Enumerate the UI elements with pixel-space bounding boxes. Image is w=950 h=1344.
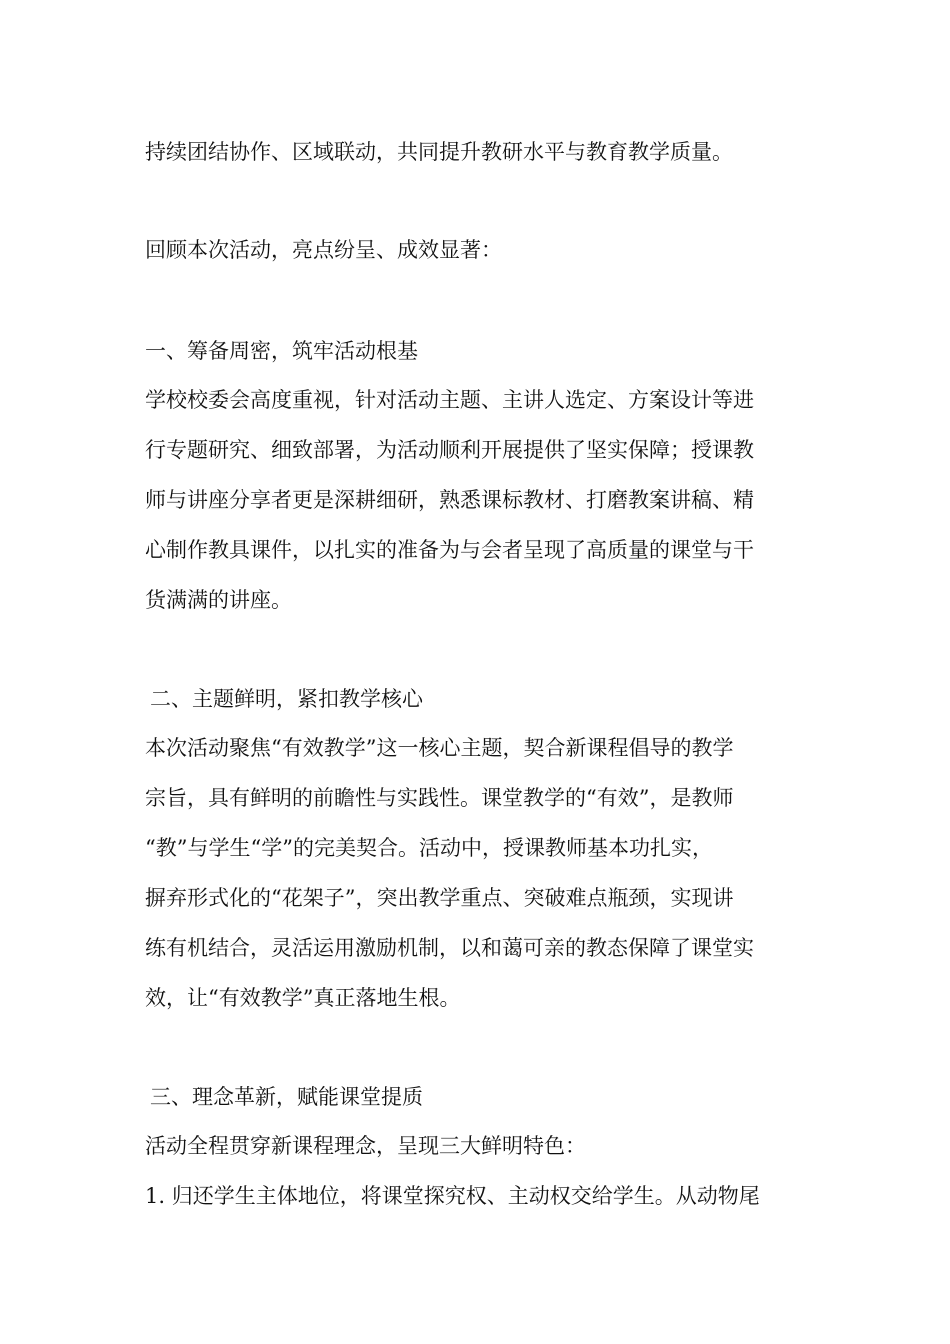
paragraph-line: 摒弃形式化的“花架子”，突出教学重点、突破难点瓶颈，实现讲 <box>145 886 734 910</box>
paragraph-line: 宗旨，具有鲜明的前瞻性与实践性。课堂教学的“有效”，是教师 <box>145 786 734 810</box>
list-item: 1. 归还学生主体地位，将课堂探究权、主动权交给学生。从动物尾 <box>145 1184 760 1208</box>
paragraph-line: 货满满的讲座。 <box>145 588 292 612</box>
section-heading-3: 三、理念革新，赋能课堂提质 <box>150 1085 423 1109</box>
paragraph-line: 效，让“有效教学”真正落地生根。 <box>145 986 461 1010</box>
paragraph-line: 练有机结合，灵活运用激励机制，以和蔼可亲的教态保障了课堂实 <box>145 936 754 960</box>
section-heading-2: 二、主题鲜明，紧扣教学核心 <box>150 687 423 711</box>
paragraph-line: “教”与学生“学”的完美契合。活动中，授课教师基本功扎实， <box>145 836 713 860</box>
paragraph-line: 师与讲座分享者更是深耕细研，熟悉课标教材、打磨教案讲稿、精 <box>145 488 754 512</box>
paragraph-line: 回顾本次活动，亮点纷呈、成效显著： <box>145 238 502 262</box>
paragraph-line: 持续团结协作、区域联动，共同提升教研水平与教育教学质量。 <box>145 140 733 164</box>
paragraph-line: 学校校委会高度重视，针对活动主题、主讲人选定、方案设计等进 <box>145 388 754 412</box>
paragraph-line: 心制作教具课件，以扎实的准备为与会者呈现了高质量的课堂与干 <box>145 538 754 562</box>
paragraph-line: 行专题研究、细致部署，为活动顺利开展提供了坚实保障；授课教 <box>145 438 754 462</box>
paragraph-line: 本次活动聚焦“有效教学”这一核心主题，契合新课程倡导的教学 <box>145 736 734 760</box>
section-heading-1: 一、筹备周密，筑牢活动根基 <box>145 339 418 363</box>
paragraph-line: 活动全程贯穿新课程理念，呈现三大鲜明特色： <box>145 1134 586 1158</box>
